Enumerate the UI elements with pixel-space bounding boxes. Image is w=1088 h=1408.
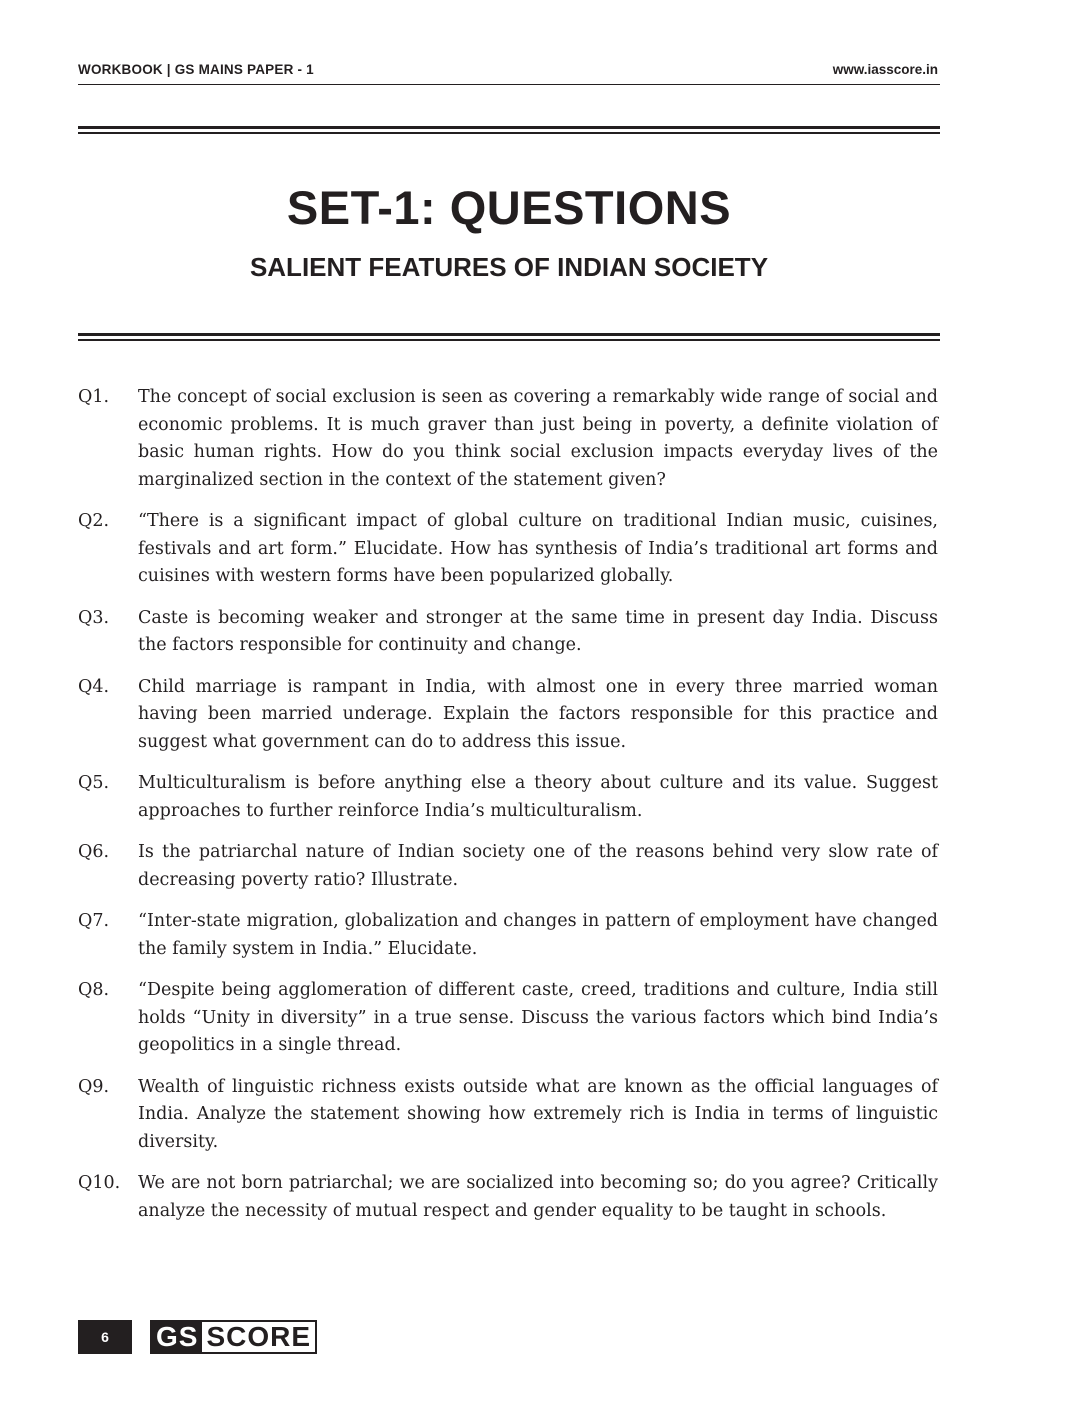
page-title: SET-1: QUESTIONS [286, 181, 732, 234]
top-double-rule [78, 126, 940, 135]
question-text: “There is a significant impact of global culture on traditional Indian music, cuisines, festivals and art form.” Elucidate. How has synthesis of India’s traditional art forms and cuisines with western forms have been popularized globally. [138, 511, 938, 586]
question-item [78, 908, 938, 963]
question-item [78, 674, 938, 757]
question-text: Is the patriarchal nature of Indian society one of the reasons behind very slow rate of decreasing poverty ratio? Illustrate. [138, 842, 938, 890]
page-footer [78, 1320, 317, 1354]
page-subtitle: SALIENT FEATURES OF INDIAN SOCIETY [249, 252, 769, 282]
question-number: Q6. [78, 842, 110, 862]
question-number: Q3. [78, 607, 110, 628]
logo-gs-part: GS [152, 1322, 202, 1352]
question-text: “Despite being agglomeration of different caste, creed, traditions and culture, India still holds “Unity in diversity” in a true sense. Discuss the various factors which bind India’s geopolitics in a single thread. [138, 980, 938, 1055]
question-item [78, 384, 938, 494]
header-website: www.iasscore.in [832, 62, 938, 77]
question-item [78, 1170, 938, 1225]
gs-score-logo [150, 1320, 317, 1354]
question-number: Q2. [78, 511, 110, 531]
question-number: Q10. [78, 1173, 121, 1193]
question-item [78, 977, 938, 1060]
question-item [78, 605, 938, 660]
question-text: We are not born patriarchal; we are socialized into becoming so; do you agree? Critically analyze the necessity of mutual respect and gender equality to be taught in schools. [138, 1173, 938, 1221]
logo-score-part: SCORE [206, 1321, 312, 1352]
question-text: Caste is becoming weaker and stronger at the same time in present day India. Discuss the factors responsible for continuity and change. [138, 607, 938, 655]
question-number: Q8. [78, 980, 110, 1000]
question-number: Q5. [78, 773, 110, 793]
question-number: Q1. [78, 387, 110, 407]
question-text: The concept of social exclusion is seen as covering a remarkably wide range of social and economic problems. It is much graver than just being in poverty, a definite violation of basic human rights. How do you think social exclusion impacts everyday lives of the marginalized section in the context of the statement given? [138, 387, 938, 490]
question-text: Wealth of linguistic richness exists outside what are known as the official languages of India. Analyze the statement showing how extremely rich is India in terms of linguistic diversity. [138, 1076, 938, 1152]
question-number: Q4. [78, 676, 110, 697]
question-number: Q7. [78, 911, 110, 931]
bottom-double-rule [78, 333, 940, 342]
question-text: “Inter-state migration, globalization and changes in pattern of employment have changed the family system in India.” Elucidate. [138, 911, 938, 959]
question-number: Q9. [78, 1076, 110, 1097]
question-item [78, 508, 938, 591]
header-divider [78, 84, 940, 85]
page-number: 6 [78, 1320, 132, 1354]
question-item [78, 1074, 938, 1157]
question-item [78, 839, 938, 894]
question-text: Multiculturalism is before anything else a theory about culture and its value. Suggest approaches to further reinforce India’s multiculturalism. [138, 773, 938, 821]
header-workbook-title: WORKBOOK | GS MAINS PAPER - 1 [78, 62, 314, 77]
question-list [78, 384, 938, 1239]
question-text: Child marriage is rampant in India, with almost one in every three married woman having been married underage. Explain the factors responsible for this practice and suggest what government can do to address this issue. [138, 676, 938, 752]
question-item [78, 770, 938, 825]
